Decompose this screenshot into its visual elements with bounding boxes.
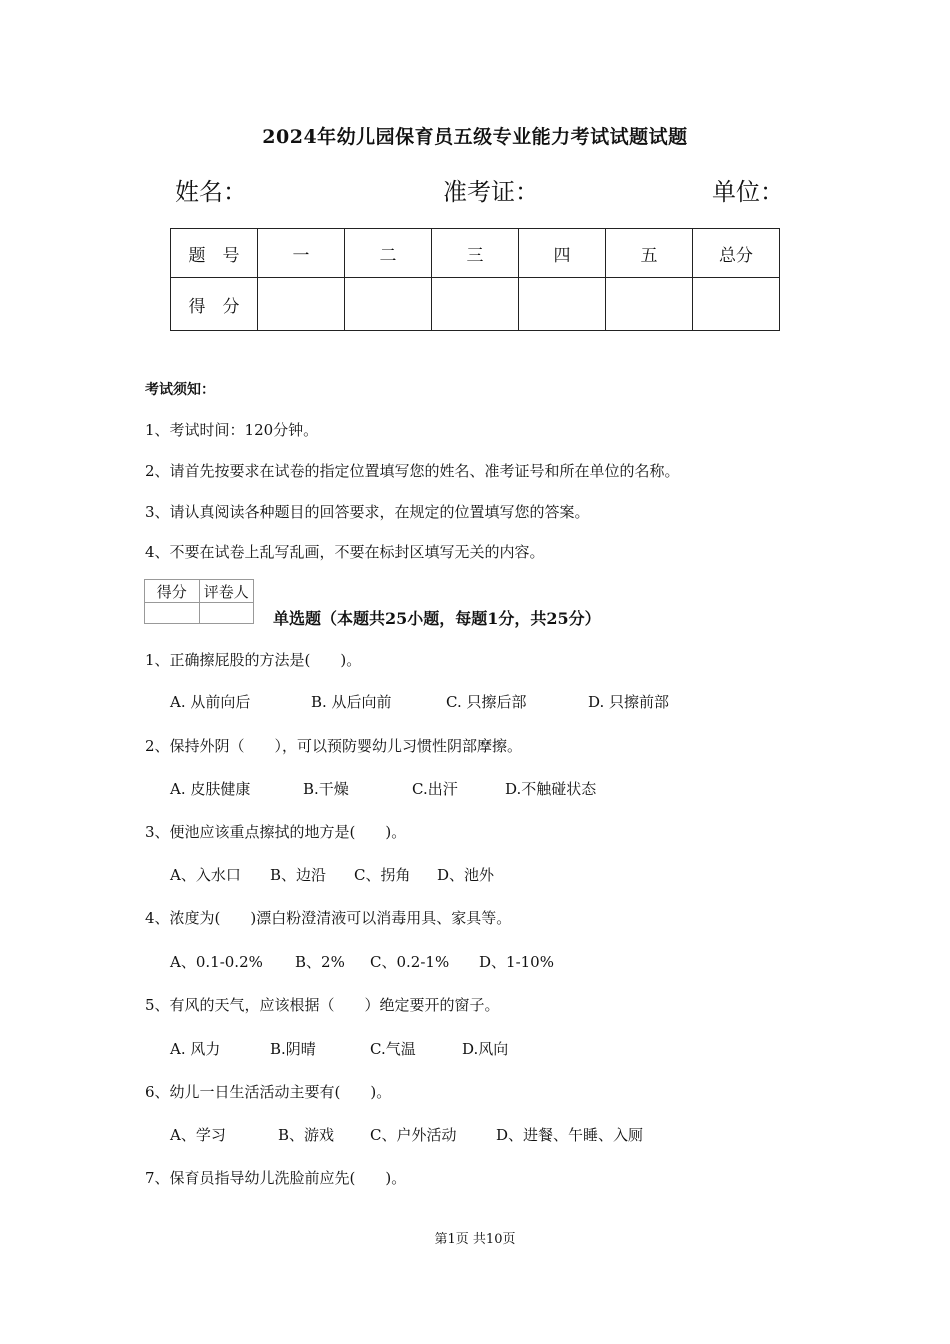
option: C. 只擦后部 bbox=[446, 693, 527, 711]
option: B、边沿 bbox=[270, 866, 327, 884]
score-table-header-row bbox=[171, 229, 780, 278]
grader-reviewer-cell[interactable] bbox=[199, 603, 254, 624]
notice-item: 2、请首先按要求在试卷的指定位置填写您的姓名、准考证号和所在单位的名称。 bbox=[145, 462, 680, 480]
option: B.阴晴 bbox=[270, 1040, 316, 1058]
grader-reviewer-label: 评卷人 bbox=[199, 580, 254, 603]
score-table bbox=[170, 228, 780, 331]
grader-table bbox=[144, 579, 254, 624]
score-table-score-row bbox=[171, 278, 780, 331]
score-cell[interactable] bbox=[519, 278, 606, 331]
score-table-header-cell: 题 号 bbox=[171, 229, 258, 278]
score-cell[interactable] bbox=[258, 278, 345, 331]
option: A. 从前向后 bbox=[170, 693, 251, 711]
score-table-header-cell: 四 bbox=[519, 229, 606, 278]
notice-item: 4、不要在试卷上乱写乱画，不要在标封区填写无关的内容。 bbox=[145, 543, 545, 561]
exam-id-label: 准考证： bbox=[443, 178, 539, 206]
question-stem: 6、幼儿一日生活活动主要有( )。 bbox=[145, 1083, 392, 1101]
notice-item: 1、考试时间：120分钟。 bbox=[145, 421, 319, 439]
option: A. 风力 bbox=[170, 1040, 221, 1058]
option: D、1-10% bbox=[479, 953, 554, 971]
score-table-header-cell: 五 bbox=[606, 229, 693, 278]
score-table-header-cell: 总分 bbox=[693, 229, 780, 278]
option: C、户外活动 bbox=[370, 1126, 457, 1144]
option: C.气温 bbox=[370, 1040, 416, 1058]
score-cell[interactable] bbox=[345, 278, 432, 331]
page-title: 2024年幼儿园保育员五级专业能力考试试题试题 bbox=[262, 126, 688, 148]
notice-item: 3、请认真阅读各种题目的回答要求，在规定的位置填写您的答案。 bbox=[145, 503, 590, 521]
question-stem: 2、保持外阴（ ），可以预防婴幼儿习惯性阴部摩擦。 bbox=[145, 737, 523, 755]
notice-heading: 考试须知： bbox=[145, 382, 215, 398]
unit-label: 单位： bbox=[712, 178, 784, 206]
option: C.出汗 bbox=[412, 780, 458, 798]
option: A. 皮肤健康 bbox=[170, 780, 251, 798]
option: A、学习 bbox=[170, 1126, 226, 1144]
option: B、2% bbox=[295, 953, 345, 971]
option: B. 从后向前 bbox=[311, 693, 392, 711]
option: C、拐角 bbox=[354, 866, 411, 884]
option: D. 只擦前部 bbox=[588, 693, 670, 711]
option: A、0.1-0.2% bbox=[170, 953, 263, 971]
score-cell[interactable] bbox=[432, 278, 519, 331]
option: D.不触碰状态 bbox=[505, 780, 597, 798]
grader-score-label: 得分 bbox=[145, 580, 200, 603]
option: A、入水口 bbox=[170, 866, 241, 884]
option: B.干燥 bbox=[303, 780, 349, 798]
option: D.风向 bbox=[462, 1040, 509, 1058]
score-table-header-cell: 一 bbox=[258, 229, 345, 278]
question-stem: 1、正确擦屁股的方法是( )。 bbox=[145, 651, 362, 669]
option: D、池外 bbox=[437, 866, 495, 884]
question-stem: 5、有风的天气，应该根据（ ）绝定要开的窗子。 bbox=[145, 996, 500, 1014]
score-table-header-cell: 二 bbox=[345, 229, 432, 278]
section-title: 单选题（本题共25小题，每题1分，共25分） bbox=[273, 609, 601, 628]
score-row-label: 得 分 bbox=[171, 278, 258, 331]
name-label: 姓名： bbox=[175, 178, 247, 206]
option: C、0.2-1% bbox=[370, 953, 450, 971]
option: B、游戏 bbox=[278, 1126, 335, 1144]
option: D、进餐、午睡、入厕 bbox=[496, 1126, 644, 1144]
score-table-header-cell: 三 bbox=[432, 229, 519, 278]
score-cell[interactable] bbox=[606, 278, 693, 331]
question-stem: 7、保育员指导幼儿洗脸前应先( )。 bbox=[145, 1169, 407, 1187]
question-stem: 4、浓度为( )漂白粉澄清液可以消毒用具、家具等。 bbox=[145, 909, 512, 927]
grader-score-cell[interactable] bbox=[145, 603, 200, 624]
page-footer: 第1页 共10页 bbox=[434, 1232, 516, 1247]
question-stem: 3、便池应该重点擦拭的地方是( )。 bbox=[145, 823, 407, 841]
score-cell[interactable] bbox=[693, 278, 780, 331]
